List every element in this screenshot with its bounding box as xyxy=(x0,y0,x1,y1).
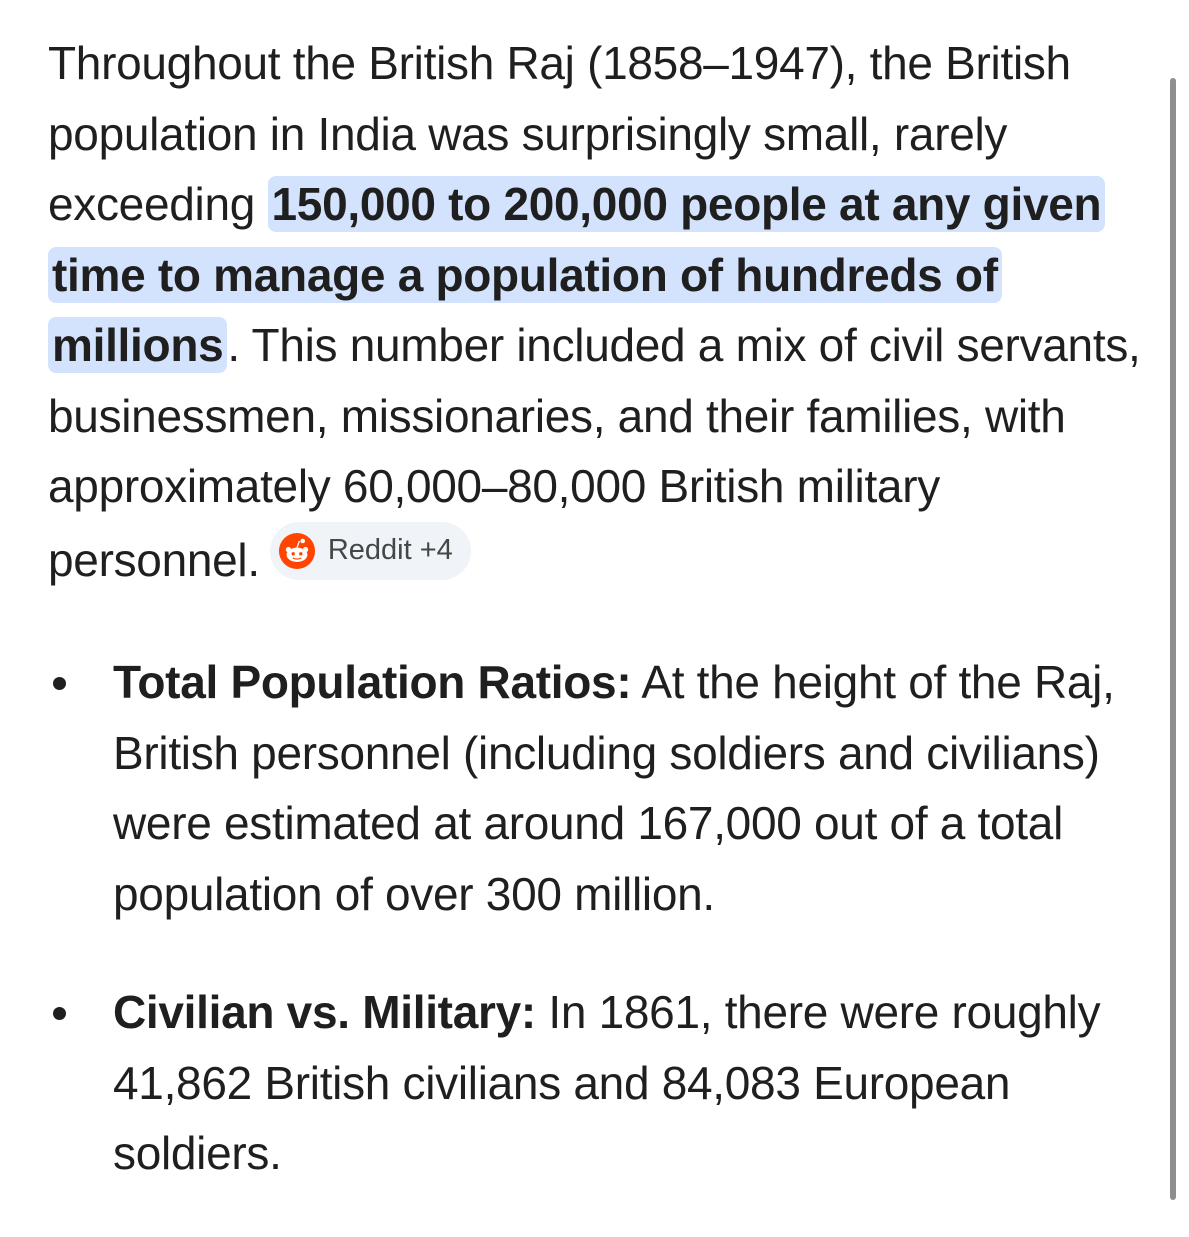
bullet-item-civilian-military xyxy=(48,977,1133,1189)
highlighted-claim[interactable]: 150,000 to 200,000 people at any given time to manage a population of hundreds of millions xyxy=(48,176,1105,373)
bullet-list xyxy=(48,647,1148,1189)
response-content xyxy=(48,28,1148,1237)
intro-paragraph xyxy=(48,28,1148,595)
bullet-title: Total Population Ratios: xyxy=(113,656,632,708)
source-chip-label: Reddit +4 xyxy=(327,534,453,566)
scrollbar[interactable] xyxy=(1170,78,1176,1200)
bullet-text: In 1861, there were roughly 41,862 British civilians and 84,083 European soldiers. xyxy=(113,986,1101,1179)
source-chip[interactable] xyxy=(270,522,471,580)
bullet-item-population-ratios xyxy=(48,647,1133,929)
reddit-icon xyxy=(278,532,316,570)
bullet-dot xyxy=(53,677,66,690)
intro-text-after: . This number included a mix of civil servants, businessmen, missionaries, and their families, with approximately 60,000–80,000 British military personnel. xyxy=(48,319,1141,586)
bullet-dot xyxy=(53,1007,66,1020)
bullet-text: At the height of the Raj, British personnel (including soldiers and civilians) were estimated at around 167,000 out of a total population of over 300 million. xyxy=(113,656,1115,920)
intro-text-before: Throughout the British Raj (1858–1947), the British population in India was surprisingly small, rarely exceeding xyxy=(48,37,1071,230)
bullet-title: Civilian vs. Military: xyxy=(113,986,536,1038)
